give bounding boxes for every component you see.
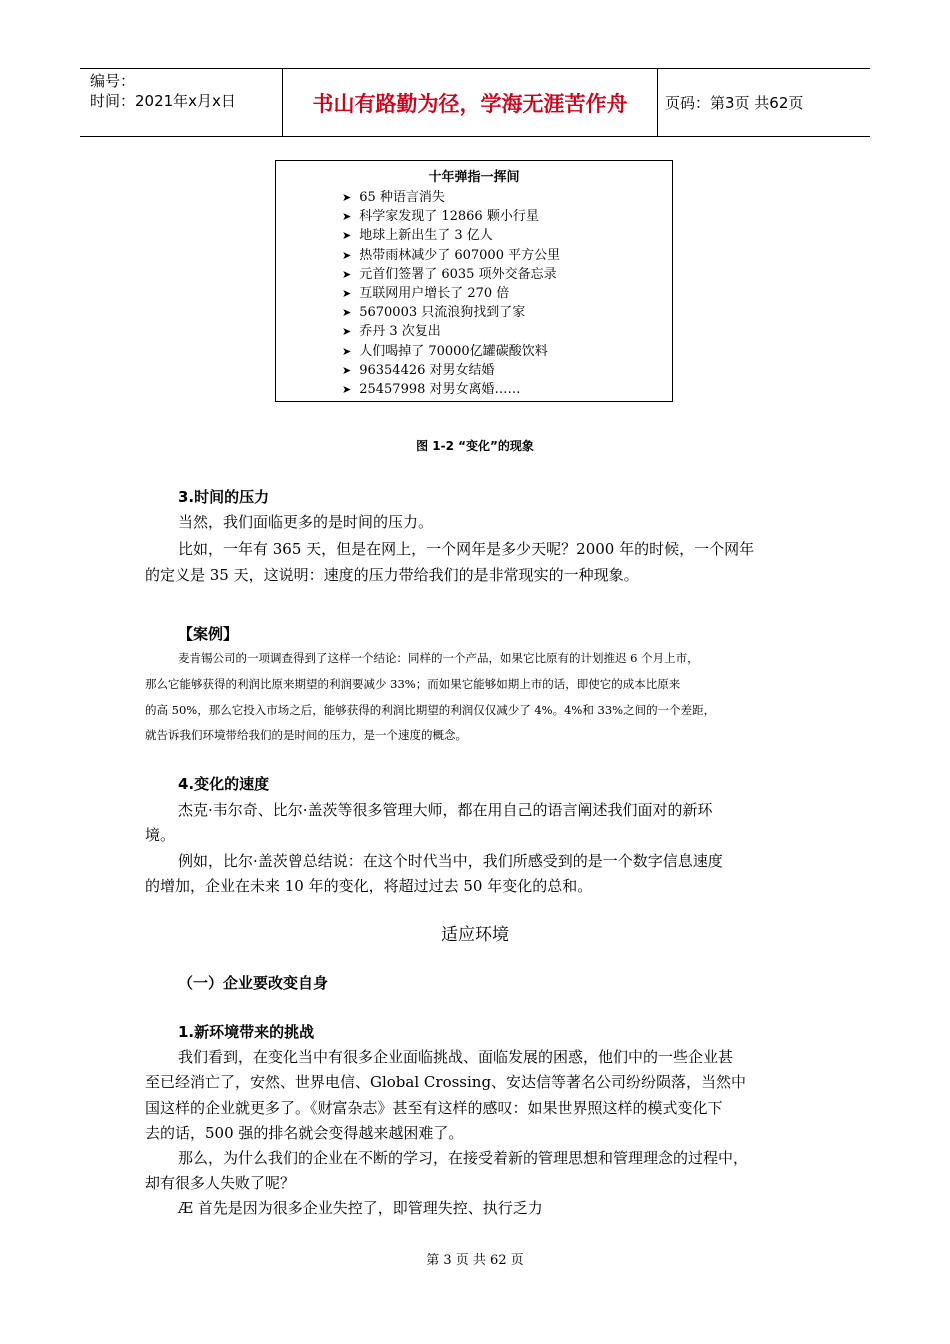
paragraph-line: 去的话，500 强的排名就会变得越来越困难了。: [145, 1124, 464, 1142]
list-item: ➤ 25457998 对男女离婚……: [342, 380, 672, 399]
date-label: 时间：2021年x月x日: [90, 92, 236, 110]
list-item: ➤ 元首们签署了 6035 项外交备忘录: [342, 265, 672, 284]
arrow-icon: ➤: [342, 325, 352, 339]
paragraph-line: 当然，我们面临更多的是时间的压力。: [178, 513, 434, 531]
arrow-icon: ➤: [342, 382, 352, 396]
paragraph-line: 至已经消亡了，安然、世界电信、Global Crossing、安达信等著名公司纷纷陨落，当然中: [145, 1073, 747, 1091]
figure-caption: 图 1-2 “变化”的现象: [416, 439, 534, 453]
section-heading-challenge: 1.新环境带来的挑战: [178, 1023, 315, 1041]
list-item: ➤ 乔丹 3 次复出: [342, 322, 672, 341]
section-title: 适应环境: [441, 925, 509, 945]
list-item: ➤ 互联网用户增长了 270 倍: [342, 284, 672, 303]
header-meta: [80, 69, 283, 136]
list-item: ➤ 热带雨林减少了 607000 平方公里: [342, 246, 672, 265]
paragraph-line: 我们看到，在变化当中有很多企业面临挑战、面临发展的困惑，他们中的一些企业甚: [178, 1048, 734, 1066]
paragraph-line: 却有很多人失败了呢？: [145, 1174, 296, 1192]
list-item: ➤ 65 种语言消失: [342, 188, 672, 207]
case-line: 的高 50%，那么它投入市场之后，能够获得的利润比期望的利润仅仅减少了 4%。4%和 33%之间的一个差距，: [145, 703, 716, 717]
paragraph-line: 杰克·韦尔奇、比尔·盖茨等很多管理大师，都在用自己的语言阐述我们面对的新环: [178, 801, 713, 819]
page-footer: 第 3 页 共 62 页: [426, 1253, 524, 1268]
paragraph-line: 例如，比尔·盖茨曾总结说：在这个时代当中，我们所感受到的是一个数字信息速度: [178, 852, 723, 870]
arrow-icon: ➤: [342, 248, 352, 262]
arrow-icon: ➤: [342, 229, 352, 243]
paragraph-line: 国这样的企业就更多了。《财富杂志》甚至有这样的感叹：如果世界照这样的模式变化下: [145, 1099, 723, 1117]
figure-list: [342, 188, 672, 399]
arrow-icon: ➤: [342, 191, 352, 204]
section-heading-speed: 4.变化的速度: [178, 775, 270, 793]
case-line: 那么它能够获得的利润比原来期望的利润要减少 33%；而如果它能够如期上市的话，即使它的成本比原来: [145, 677, 681, 691]
arrow-icon: ➤: [342, 267, 352, 281]
section-heading-time: 3.时间的压力: [178, 488, 270, 506]
arrow-icon: ➤: [342, 210, 352, 224]
paragraph-line: 的增加，企业在未来 10 年的变化，将超过过去 50 年变化的总和。: [145, 877, 593, 895]
arrow-icon: ➤: [342, 286, 352, 300]
case-line: 麦肯锡公司的一项调查得到了这样一个结论：同样的一个产品，如果它比原有的计划推迟 6 个月上市，: [178, 651, 699, 665]
case-heading: 【案例】: [178, 625, 239, 643]
arrow-icon: ➤: [342, 344, 352, 358]
paragraph-line: 境。: [145, 826, 176, 844]
arrow-icon: ➤: [342, 306, 352, 320]
page-header: [80, 68, 870, 137]
paragraph-line: Æ 首先是因为很多企业失控了，即管理失控、执行乏力: [178, 1199, 543, 1217]
figure-title: 十年弹指一挥间: [428, 170, 520, 185]
list-item: ➤ 地球上新出生了 3 亿人: [342, 226, 672, 245]
list-item: ➤ 科学家发现了 12866 颗小行星: [342, 207, 672, 226]
header-page-info: 页码：第3页 共62页: [665, 94, 804, 112]
list-item: ➤ 5670003 只流浪狗找到了家: [342, 303, 672, 322]
paragraph-line: 的定义是 35 天，这说明：速度的压力带给我们的是非常现实的一种现象。: [145, 566, 639, 584]
paragraph-line: 比如，一年有 365 天，但是在网上，一个网年是多少天呢？2000 年的时候，一个网年: [178, 540, 755, 558]
figure-box: [275, 160, 673, 402]
list-item: ➤ 人们喝掉了 70000亿罐碳酸饮料: [342, 342, 672, 361]
subsection-heading: （一）企业要改变自身: [178, 974, 329, 992]
paragraph-line: 那么，为什么我们的企业在不断的学习，在接受着新的管理思想和管理理念的过程中，: [178, 1149, 749, 1167]
header-motto: 书山有路勤为径，学海无涯苦作舟: [283, 69, 658, 136]
number-label: 编号：: [90, 72, 136, 90]
case-line: 就告诉我们环境带给我们的是时间的压力，是一个速度的概念。: [145, 728, 467, 742]
arrow-icon: ➤: [342, 363, 352, 377]
list-item: ➤ 96354426 对男女结婚: [342, 361, 672, 380]
